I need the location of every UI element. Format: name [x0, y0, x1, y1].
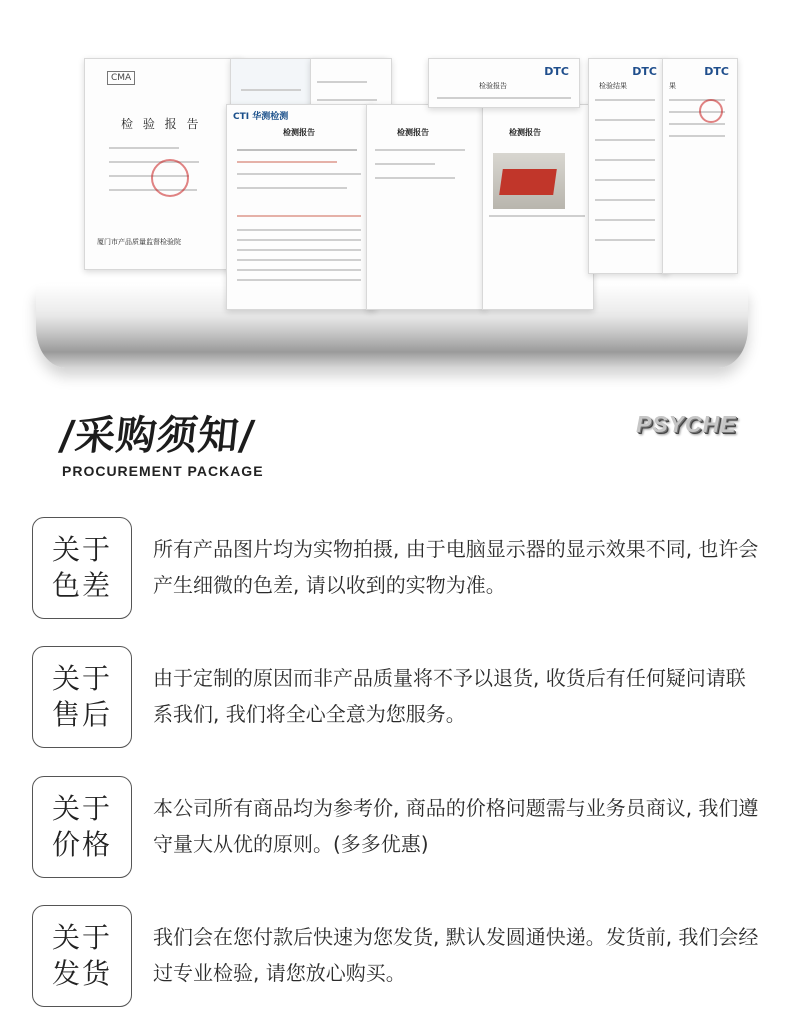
red-seal-icon: [699, 99, 723, 123]
certificate-dtc-results: [588, 58, 668, 274]
red-seal-icon: [151, 159, 189, 197]
notice-badge-line2: 售后: [51, 698, 112, 731]
certificate-title: 检测报告: [397, 127, 429, 137]
notice-shipping: [32, 905, 762, 1007]
certificate-title: 检测报告: [509, 127, 541, 137]
dtc-logo: DTC: [704, 65, 729, 78]
certificate-title: 果: [669, 82, 676, 90]
certificate-title: 检验结果: [599, 82, 627, 90]
notice-price: [32, 776, 762, 878]
certificates-hero: [0, 0, 790, 390]
notice-badge-line1: 关于: [51, 921, 112, 954]
certificate-title: 检测报告: [283, 127, 315, 137]
notice-text: 本公司所有商品均为参考价, 商品的价格问题需与业务员商议, 我们遵守量大从优的原则。(多多优惠): [153, 796, 759, 856]
notice-badge: [32, 646, 132, 748]
notice-badge-line2: 发货: [51, 957, 112, 990]
certificate-dtc-summary: [662, 58, 738, 274]
certificate-title: 检验报告: [479, 82, 507, 90]
notice-badge: [32, 517, 132, 619]
certificate-quality-report: [84, 58, 244, 270]
notice-badge-line1: 关于: [51, 792, 112, 825]
brand-logo: PSYCHE: [636, 411, 737, 437]
notice-text: 我们会在您付款后快速为您发货, 默认发圆通快递。发货前, 我们会经过专业检验, 请您放心购买。: [153, 925, 759, 985]
certificate-test-report: [366, 104, 486, 310]
certificate-cti-report: [226, 104, 376, 310]
dtc-logo: DTC: [544, 65, 569, 78]
certificate-title: 检 验 报 告: [121, 117, 202, 131]
notice-badge-line2: 价格: [51, 828, 112, 861]
notice-badge-line2: 色差: [51, 569, 112, 602]
notice-badge: [32, 776, 132, 878]
notice-text: 所有产品图片均为实物拍摄, 由于电脑显示器的显示效果不同, 也许会产生细微的色差, 请以收到的实物为准。: [153, 537, 759, 597]
notice-badge: [32, 905, 132, 1007]
notice-badge-line1: 关于: [51, 662, 112, 695]
notice-text: 由于定制的原因而非产品质量将不予以退货, 收货后有任何疑问请联系我们, 我们将全心全意为您服务。: [153, 666, 746, 726]
certificate-dtc-report: [428, 58, 580, 108]
notice-badge-line1: 关于: [51, 533, 112, 566]
section-title: /采购须知/: [57, 413, 258, 459]
sample-photo: [493, 153, 565, 209]
notice-color-difference: [32, 517, 762, 619]
notice-after-sales: [32, 646, 762, 748]
certificate-sample-photo-report: [482, 104, 594, 310]
section-subtitle: PROCUREMENT PACKAGE: [62, 463, 264, 479]
cti-logo: CTI 华测检测: [233, 112, 289, 122]
cma-logo-icon: CMA: [107, 71, 135, 85]
certificate-org: 厦门市产品质量监督检验院: [97, 238, 181, 246]
dtc-logo: DTC: [632, 65, 657, 78]
